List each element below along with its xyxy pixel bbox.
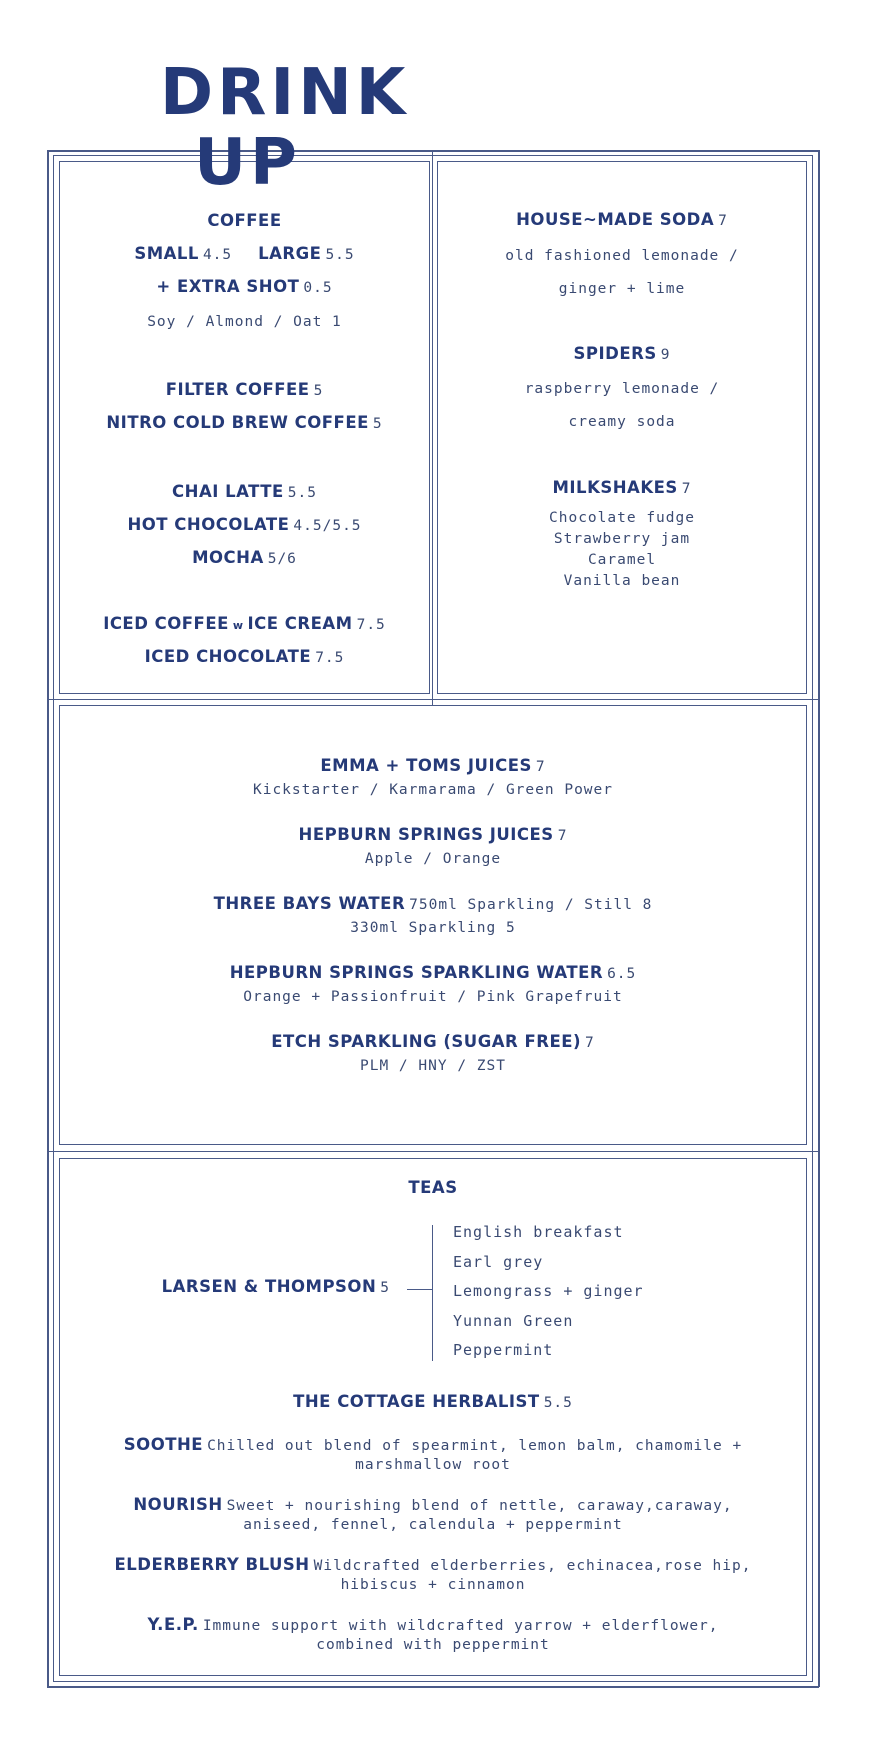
iced-coffee-with: w xyxy=(232,619,244,632)
house-soda-price: 7 xyxy=(718,213,728,229)
juice-label: THREE BAYS WATER xyxy=(213,894,406,913)
tea-blend xyxy=(60,1555,806,1595)
small-label: SMALL xyxy=(134,244,199,263)
tea-item: Peppermint xyxy=(453,1341,554,1359)
nitro-coffee-label: NITRO COLD BREW COFFEE xyxy=(106,413,369,432)
juice-price: 7 xyxy=(557,828,568,844)
juice-desc: Orange + Passionfruit / Pink Grapefruit xyxy=(243,989,623,1005)
house-soda-desc-1: old fashioned lemonade / xyxy=(505,248,739,264)
milkshakes xyxy=(438,478,806,498)
coffee-sizes xyxy=(60,244,429,264)
blend-name: SOOTHE xyxy=(123,1435,204,1454)
blend-desc-1: Immune support with wildcrafted yarrow + elderflower, xyxy=(202,1618,719,1634)
cottage-herbalist xyxy=(60,1392,806,1412)
chai-latte xyxy=(60,482,429,502)
larsen-tea-list xyxy=(453,1218,644,1366)
herbalist-price: 5.5 xyxy=(543,1395,573,1411)
extra-shot-label: + EXTRA SHOT xyxy=(156,277,300,296)
tea-blend xyxy=(60,1495,806,1535)
filter-coffee-price: 5 xyxy=(313,383,324,399)
juice-item xyxy=(60,825,806,845)
juice-price: 7 xyxy=(585,1035,595,1051)
filter-coffee xyxy=(60,380,429,400)
mocha-label: MOCHA xyxy=(192,548,264,567)
blend-name: Y.E.P. xyxy=(147,1615,199,1634)
blend-name: ELDERBERRY BLUSH xyxy=(114,1555,310,1574)
larsen-label: LARSEN & THOMPSON xyxy=(161,1277,377,1296)
milkshake-flavour: Chocolate fudge xyxy=(549,510,695,526)
extra-shot xyxy=(60,277,429,297)
tea-item: English breakfast xyxy=(453,1223,624,1241)
mocha xyxy=(60,548,429,568)
hot-chocolate-label: HOT CHOCOLATE xyxy=(127,515,290,534)
tea-blend xyxy=(60,1435,806,1475)
iced-coffee-price: 7.5 xyxy=(356,617,386,633)
juice-desc: Kickstarter / Karmarama / Green Power xyxy=(252,782,613,798)
juice-item xyxy=(60,963,806,983)
juice-price: 6.5 xyxy=(607,966,637,982)
larsen-thompson xyxy=(150,1277,390,1297)
spiders-label: SPIDERS xyxy=(573,344,657,363)
title-line-1: DRINK xyxy=(160,56,410,130)
juice-item xyxy=(60,1032,806,1052)
hot-chocolate-price: 4.5/5.5 xyxy=(293,518,362,534)
milkshakes-label: MILKSHAKES xyxy=(552,478,678,497)
milkshake-flavour: Caramel xyxy=(587,552,657,568)
iced-chocolate-label: ICED CHOCOLATE xyxy=(144,647,312,666)
house-soda xyxy=(438,210,806,230)
spiders xyxy=(438,344,806,364)
blend-desc-1: Chilled out blend of spearmint, lemon balm, chamomile + xyxy=(207,1438,743,1454)
blend-name: NOURISH xyxy=(133,1495,223,1514)
large-price: 5.5 xyxy=(325,247,355,263)
nitro-coffee xyxy=(60,413,429,433)
blend-desc-2: hibiscus + cinnamon xyxy=(340,1577,526,1593)
juice-item xyxy=(60,756,806,776)
extra-shot-price: 0.5 xyxy=(303,280,333,296)
iced-coffee xyxy=(60,614,429,634)
spiders-price: 9 xyxy=(660,347,671,363)
chai-latte-label: CHAI LATTE xyxy=(172,482,284,501)
nitro-coffee-price: 5 xyxy=(372,416,383,432)
hot-chocolate xyxy=(60,515,429,535)
spiders-desc-1: raspberry lemonade / xyxy=(524,381,720,397)
spiders-desc-2: creamy soda xyxy=(568,414,676,430)
iced-coffee-label-a: ICED COFFEE xyxy=(103,614,229,633)
blend-desc-2: marshmallow root xyxy=(355,1457,511,1473)
juice-item xyxy=(60,894,806,914)
coffee-heading: COFFEE xyxy=(207,211,282,230)
herbalist-label: THE COTTAGE HERBALIST xyxy=(293,1392,540,1411)
chai-latte-price: 5.5 xyxy=(287,485,317,501)
iced-chocolate xyxy=(60,647,429,667)
milk-options: Soy / Almond / Oat 1 xyxy=(147,314,342,330)
blend-desc-1: Wildcrafted elderberries, echinacea,rose hip, xyxy=(313,1558,752,1574)
juice-desc: Apple / Orange xyxy=(364,851,502,867)
milkshake-flavour: Strawberry jam xyxy=(553,531,691,547)
tea-item: Yunnan Green xyxy=(453,1311,574,1330)
mocha-price: 5/6 xyxy=(267,551,297,567)
tea-item: Lemongrass + ginger xyxy=(453,1282,644,1300)
juice-label: EMMA + TOMS JUICES xyxy=(320,756,532,775)
tea-blend xyxy=(60,1615,806,1655)
blend-desc-2: aniseed, fennel, calendula + peppermint xyxy=(243,1517,623,1533)
juice-label: HEPBURN SPRINGS SPARKLING WATER xyxy=(229,963,604,982)
small-price: 4.5 xyxy=(202,247,233,263)
iced-coffee-label-b: ICE CREAM xyxy=(247,614,353,633)
bracket-line xyxy=(432,1225,433,1361)
juice-desc: 330ml Sparkling 5 xyxy=(350,920,516,936)
bracket-connector xyxy=(407,1289,432,1290)
juice-label: ETCH SPARKLING (SUGAR FREE) xyxy=(271,1032,582,1051)
menu-title xyxy=(160,56,410,200)
teas-heading: TEAS xyxy=(408,1178,458,1197)
juice-price: 7 xyxy=(535,759,546,775)
blend-desc-1: Sweet + nourishing blend of nettle, caraway,caraway, xyxy=(226,1498,733,1514)
house-soda-desc-2: ginger + lime xyxy=(558,281,686,297)
blend-desc-2: combined with peppermint xyxy=(316,1637,550,1653)
larsen-price: 5 xyxy=(380,1280,390,1296)
title-line-2: UP xyxy=(194,126,301,200)
milkshakes-price: 7 xyxy=(681,481,692,497)
milkshake-flavours xyxy=(438,508,806,592)
house-soda-label: HOUSE~MADE SODA xyxy=(516,210,715,229)
tea-item: Earl grey xyxy=(453,1252,544,1271)
milkshake-flavour: Vanilla bean xyxy=(563,573,681,589)
juice-desc: PLM / HNY / ZST xyxy=(360,1058,506,1074)
juice-label: HEPBURN SPRINGS JUICES xyxy=(298,825,554,844)
filter-coffee-label: FILTER COFFEE xyxy=(165,380,310,399)
large-label: LARGE xyxy=(258,244,322,263)
iced-chocolate-price: 7.5 xyxy=(315,650,345,666)
juice-price: 750ml Sparkling / Still 8 xyxy=(409,897,653,913)
